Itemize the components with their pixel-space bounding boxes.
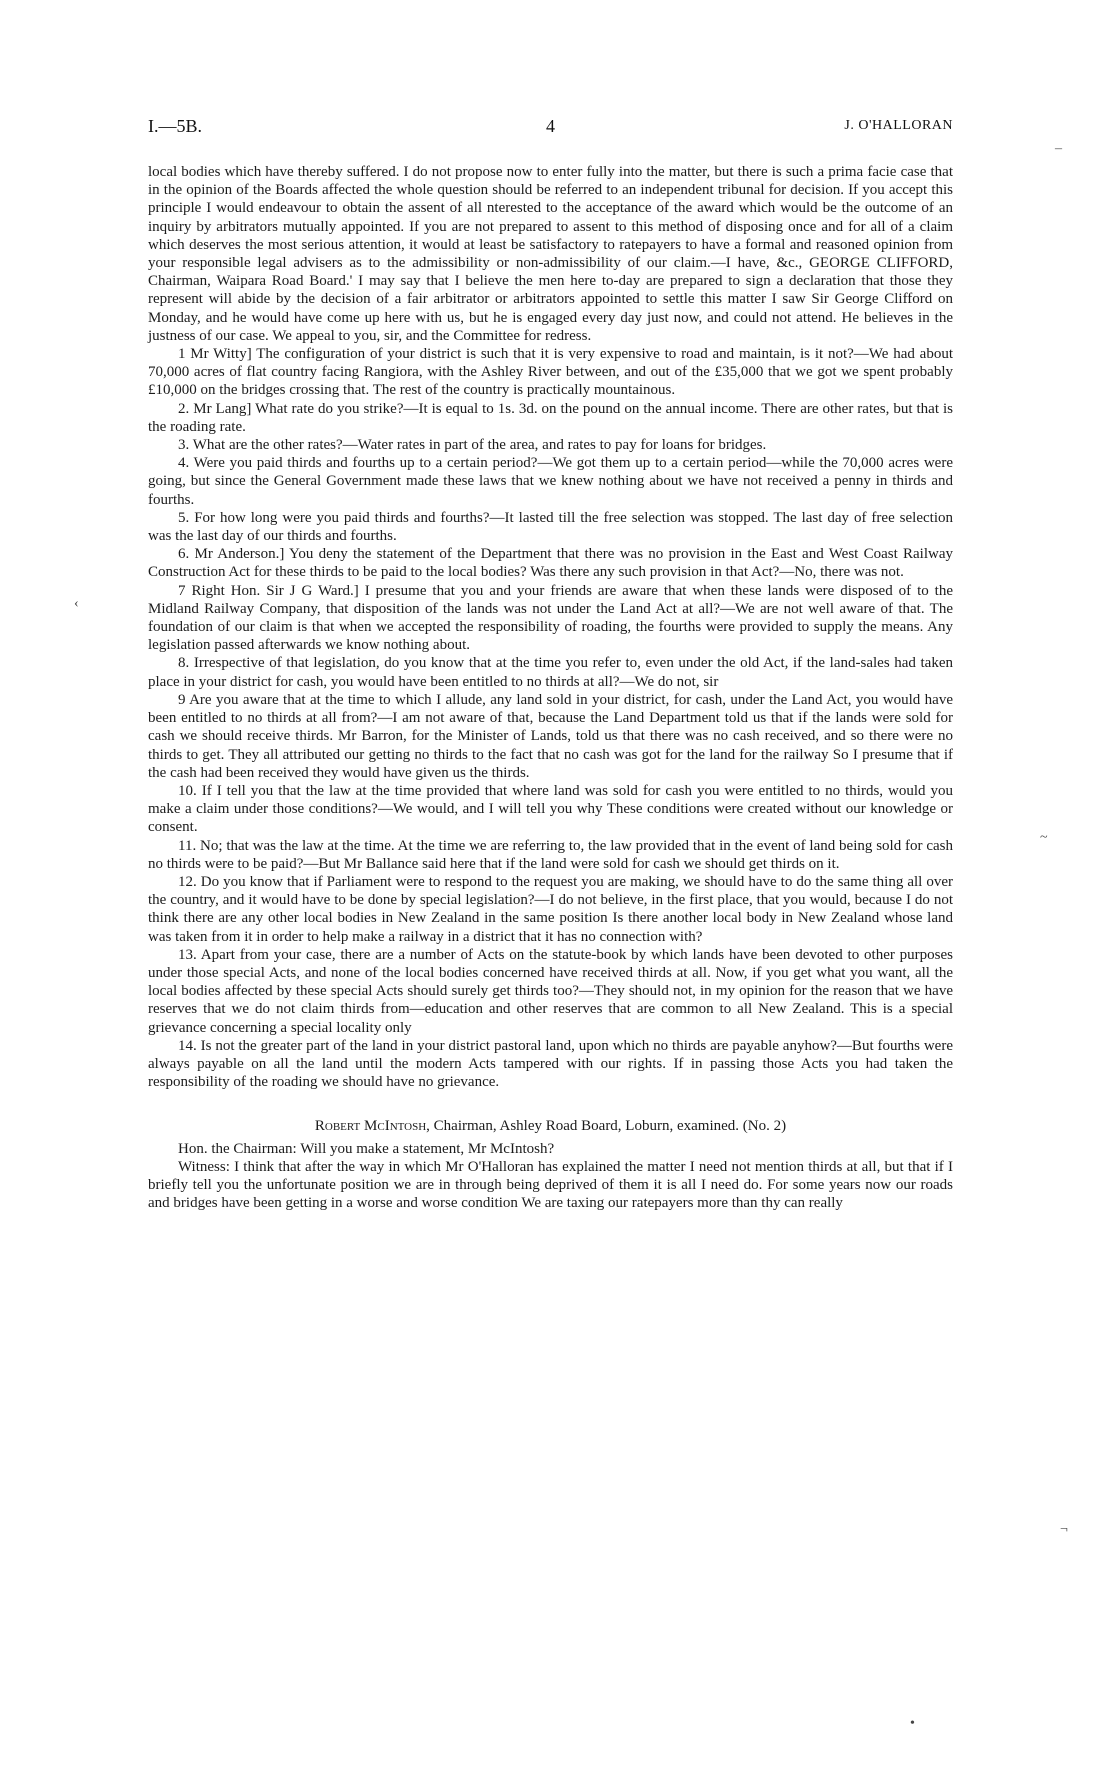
witness-statement: Witness: I think that after the way in which Mr O'Halloran has explained the matter I need not mention thirds at all, but that if I briefly tell you the unfortunate position we are in through being deprived of them it is all I need do. For some years now our roads and bridges have been getting in a worse and worse condition We are taxing our ratepayers more than thy can really <box>148 1158 953 1212</box>
paragraph-1: 1 Mr Witty] The configuration of your district is such that it is very expensive to road and maintain, is it not?—We had about 70,000 acres of flat country facing Rangiora, with the Ashley River between, and out of the £35,000 that we got we spent probably £10,000 on the bridges crossing that. The rest of the country is practically mountainous. <box>148 346 953 399</box>
paragraph-13: 13. Apart from your case, there are a number of Acts on the statute-book by which lands have been devoted to other purposes under those special Acts, and none of the local bodies concerned have received thirds at all. Now, if you get what you want, all the local bodies affected by these special Acts should surely get thirds too?—They should not, in my opinion for the reason that we have reserves that we do not claim thirds from—education and other reserves that are common to all New Zealand. This is a special grievance concerning a special locality only <box>148 946 953 1036</box>
margin-mark: ~ <box>1040 830 1048 845</box>
paragraph-6: 6. Mr Anderson.] You deny the statement of the Department that there was no provision in the East and West Coast Railway Construction Act for these thirds to be paid to the local bodies? Was there any such provision in that Act?—No, there was not. <box>148 546 953 581</box>
witness-name: Robert McIntosh <box>314 1118 427 1135</box>
paragraph-11: 11. No; that was the law at the time. At the time we are referring to, the law provided that in the event of land being sold for cash no thirds were to be paid?—But Mr Ballance said here that if the land were sold for cash we should get thirds on it. <box>148 837 953 872</box>
paper-reference: I.—5B. <box>148 116 202 136</box>
margin-mark: ¯ <box>1055 148 1062 163</box>
document-body <box>148 163 953 1212</box>
witness-details: , Chairman, Ashley Road Board, Loburn, examined. (No. 2) <box>426 1118 787 1135</box>
paragraph-5: 5. For how long were you paid thirds and fourths?—It lasted till the free selection was stopped. The last day of free selection was the last day of our thirds and fourths. <box>148 509 953 545</box>
paragraph-2: 2. Mr Lang] What rate do you strike?—It is equal to 1s. 3d. on the pound on the annual income. There are other rates, but that is the roading rate. <box>148 400 953 435</box>
running-head: J. O'HALLORAN <box>844 118 953 133</box>
paragraph-9: 9 Are you aware that at the time to which I allude, any land sold in your district, for cash, under the Land Act, you would have been entitled to no thirds at all from?—I am not aware of that, because the Land Department told us that if the lands were sold for cash we should receive thirds. Mr Barron, for the Minister of Lands, told us that there was no cash received, and so there were no thirds to get. They all attributed our getting no thirds to the fact that no cash was got for the land for the railway So I presume that if the cash had been received they would have given us the thirds. <box>148 691 953 781</box>
page-header <box>148 116 953 144</box>
margin-mark: • <box>910 1716 915 1731</box>
margin-mark: ‹ <box>74 596 79 611</box>
paragraph-7: 7 Right Hon. Sir J G Ward.] I presume that you and your friends are aware that when these lands were disposed of to the Midland Railway Company, that disposition of the lands was not under the Land Act at all?—We are not well aware of that. The foundation of our claim is that when we accepted the responsibility of roading, the fourths were provided to supply the means. Any legislation passed afterwards we know nothing about. <box>148 582 953 654</box>
paragraph-12: 12. Do you know that if Parliament were to respond to the request you are making, we should have to do the same thing all over the country, and it would have to be done by special legislation?—I do not believe, in the first place, that you would, because I do not think there are any other local bodies in New Zealand in the same position Is there another local body in New Zealand whose land was taken from it in order to help make a railway in a district that it has no connection with? <box>148 873 953 945</box>
paragraph-8: 8. Irrespective of that legislation, do you know that at the time you refer to, even under the old Act, if the land-sales had taken place in your district for cash, you would have been entitled to no thirds at all?—We do not, sir <box>148 655 953 690</box>
margin-mark: ¬ <box>1060 1522 1068 1537</box>
paragraph-4: 4. Were you paid thirds and fourths up to a certain period?—We got them up to a certain period—while the 70,000 acres were going, but since the General Government made these laws that we knew nothing about we have not received a penny in thirds and fourths. <box>148 455 953 508</box>
witness-heading <box>148 1117 953 1135</box>
paragraph-0: local bodies which have thereby suffered. I do not propose now to enter fully into the matter, but there is such a prima facie case that in the opinion of the Boards affected the whole question should be referred to an independent tribunal for decision. If you accept this principle I would endeavour to obtain the assent of all nterested to the acceptance of the award which would be the outcome of an inquiry by arbitrators mutually appointed. If you are not prepared to assent to this method of disposing once and for all of a claim which deserves the most serious attention, it would at least be satisfactory to ratepayers to have a formal and reasoned opinion from your responsible legal advisers as to the admissibility or non-admissibility of our claim.—I have, &c., GEORGE CLIFFORD, Chairman, Waipara Road Board.' I may say that I believe the men here to-day are prepared to sign a declaration that those they represent will abide by the decision of a fair arbitrator or arbitrators appointed to settle this matter I saw Sir George Clifford on Monday, and he would have come up here with us, but he is engaged every day just now, and could not attend. He believes in the justness of our case. We appeal to you, sir, and the Committee for redress. <box>148 164 953 344</box>
paragraph-3: 3. What are the other rates?—Water rates in part of the area, and rates to pay for loans for bridges. <box>178 437 767 454</box>
paragraph-10: 10. If I tell you that the law at the time provided that where land was sold for cash you were entitled to no thirds, would you make a claim under those conditions?—We would, and I will tell you why These conditions were created without our knowledge or consent. <box>148 782 953 836</box>
paragraph-14: 14. Is not the greater part of the land in your district pastoral land, upon which no thirds are payable anyhow?—But fourths were always payable on all the land until the modern Acts tampered with our rights. If in passing those Acts you had taken the responsibility of the roading we should have no grievance. <box>148 1037 953 1091</box>
chairman-question: Hon. the Chairman: Will you make a statement, Mr McIntosh? <box>178 1140 555 1157</box>
page-number: 4 <box>546 116 555 136</box>
